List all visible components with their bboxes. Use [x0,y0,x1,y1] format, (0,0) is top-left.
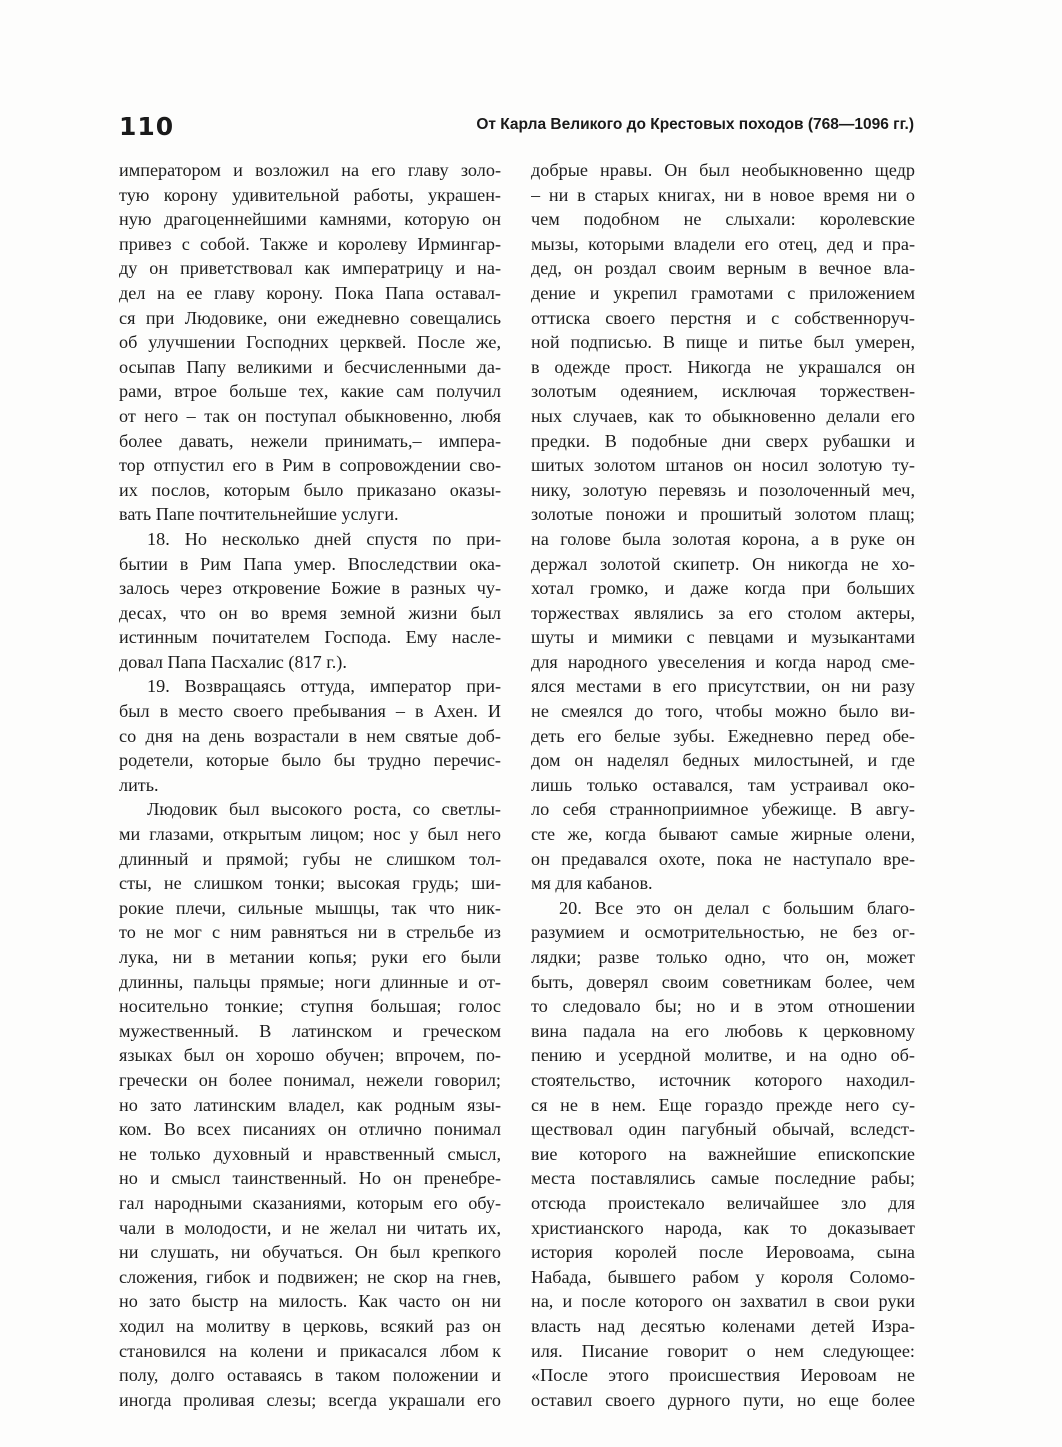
text-line: христианского народа, как то доказывает [531,1217,915,1238]
text-line: но зато быстр на милость. Как часто он ни [119,1291,501,1312]
text-line: не смеялся до того, чтобы можно было ви- [531,701,915,722]
text-line: торжествах являлись за его столом актеры, [531,602,915,623]
text-line: дение и укрепил грамотами с приложением [531,282,915,303]
text-line: места поставлялись самые последние рабы; [531,1168,915,1189]
text-line: рокие плечи, сильные мышцы, так что ник- [119,897,501,918]
text-line: ду он приветствовал как императрицу и на- [119,258,501,279]
text-line: не только духовный и нравственный смысл, [119,1143,501,1164]
text-line: вина падала на его любовь к церковному [531,1020,915,1041]
text-line: дед, он роздал своим верным в вечное вла- [531,258,915,279]
text-line: дел на ее главу корону. Пока Папа оставал- [119,282,501,303]
text-line: но зато латинским владел, как родным язы- [119,1094,501,1115]
text-line: тую корону удивительной работы, украшен- [119,184,501,205]
text-line: он предавался охоте, пока не наступало вре- [531,848,915,869]
text-line: пению и усердной молитве, и на одно об- [531,1045,915,1066]
text-line: золотые поножи и прошитый золотом плащ; [531,504,915,525]
text-line: ком. Во всех писаниях он отлично понимал [119,1119,501,1140]
text-line: залось через откровение Божие в разных чу- [119,578,501,599]
text-line: разумием и осмотрительностью, не без ог- [531,922,915,943]
text-line: ществовал один пагубный обычай, вследст- [531,1119,915,1140]
text-line: в одежде прост. Никогда не украшался он [531,356,915,377]
text-line: хотал громко, и даже когда при больших [531,578,915,599]
right-text-column [531,158,915,1412]
text-line: сложения, гибок и подвижен; не скор на гнев, [119,1266,501,1287]
text-line: императором и возложил на его главу золо- [119,160,501,180]
text-line: «После этого происшествия Иеровоам не [531,1365,915,1386]
text-line: дом он наделял бедных милостыней, и где [531,750,915,771]
text-line: 19. Возвращаясь оттуда, император при- [147,676,501,697]
text-line: – ни в старых книгах, ни в новое время ни о [531,184,915,205]
text-line: ни слушать, ни обучаться. Он был крепкого [119,1242,501,1263]
text-line: быть, доверял своим советникам более, чем [531,971,915,992]
text-line: со дня на день возрастали в нем святые доб- [119,725,501,746]
text-line: чали в молодости, и не желал ни читать их, [119,1217,501,1238]
text-line: ся не в нем. Еще гораздо прежде него су- [531,1094,915,1115]
text-line: гал народными сказаниями, которым его обу- [119,1192,501,1213]
text-line: иногда проливая слезы; всегда украшали его [119,1389,501,1410]
text-line: лишь только оставался, там устраивал око- [531,774,915,795]
text-line: то следовало бы; но и в этом отношении [531,996,915,1017]
text-line: полу, долго оставаясь в таком положении и [119,1365,501,1386]
text-line: лить. [119,774,159,795]
text-line: предки. В подобные дни сверх рубашки и [531,430,915,451]
text-line: рами, втрое больше тех, какие сам получил [119,381,501,402]
page-number: 110 [119,112,175,141]
text-line: власть над десятью коленами детей Изра- [531,1315,915,1336]
text-line: оставил своего дурного пути, но еще более [531,1389,915,1410]
text-line: сты, не слишком тонки; высокая грудь; ши- [119,873,501,894]
text-line: становился на колени и прикасался лбом к [119,1340,501,1361]
text-line: мя для кабанов. [531,873,653,894]
text-line: осыпав Папу великими и бесчисленными да- [119,356,501,377]
text-line: 18. Но несколько дней спустя по при- [147,528,501,549]
text-line: их послов, которым было приказано оказы- [119,479,501,500]
text-line: стоятельство, источник которого находил- [531,1069,915,1090]
text-line: ло себя странноприимное убежище. В авгу- [531,799,915,820]
text-line: Набада, бывшего рабом у короля Соломо- [531,1266,915,1287]
text-line: ялся местами в его присутствии, он ни разу [531,676,915,697]
text-line: оттиска своего перстня и с собственноруч- [531,307,915,328]
text-line: длинный и прямой; губы не слишком тол- [119,848,501,869]
text-line: на голове была золотая корона, а в руке он [531,528,915,549]
text-line: от него – так он поступал обыкновенно, любя [119,405,501,426]
text-line: ную драгоценнейшими камнями, которую он [119,209,501,230]
text-line: ми глазами, открытым лицом; нос у был него [119,824,501,845]
text-line: мызы, которыми владели его отец, дед и пра- [531,233,915,254]
text-line: лядки; разве только одно, что он, может [531,947,915,967]
text-line: добрые нравы. Он был необыкновенно щедр [531,160,915,180]
text-line: родетели, которые было бы трудно перечис- [119,750,501,771]
text-line: отсюда проистекало величайшее зло для [531,1192,915,1213]
text-line: история королей после Иеровоама, сына [531,1242,915,1263]
text-line: об улучшении Господних церквей. После же, [119,332,501,353]
text-line: десах, что он во время земной жизни был [119,602,501,623]
text-line: шитых золотом штанов он носил золотую ту- [531,455,915,476]
text-line: ной подписью. В пище и питье был умерен, [531,332,915,353]
text-line: вие которого на важнейшие епископские [531,1143,915,1164]
left-text-column [119,158,501,1412]
text-line: привез с собой. Также и королеву Ирмингар- [119,233,501,254]
text-line: на, и после которого он захватил в свои руки [531,1291,915,1312]
text-line: гречески он более понимал, нежели говорил; [119,1069,501,1090]
text-line: лука, ни в метании копья; руки его были [119,947,501,967]
text-line: деть его белые зубы. Ежедневно перед обе- [531,725,915,746]
text-line: носительно тонкие; ступня большая; голос [119,996,501,1017]
text-line: длинны, пальцы прямые; ноги длинные и от- [119,971,501,992]
text-line: мужественный. В латинском и греческом [119,1020,501,1041]
text-line: довал Папа Пасхалис (817 г.). [119,651,347,672]
text-line: золотым одеянием, исключая торжествен- [531,381,915,402]
text-line: был в место своего пребывания – в Ахен. И [119,701,501,722]
text-line: 20. Все это он делал с большим благо- [559,897,915,918]
text-line: более давать, нежели принимать,– импера- [119,430,501,451]
running-title: От Карла Великого до Крестовых походов (768—1096 гг.) [476,116,914,133]
text-line: вать Папе почтительнейшие услуги. [119,504,399,525]
text-line: то не мог с ним равняться ни в стрельбе из [119,922,501,943]
text-line: для народного увеселения и когда народ сме- [531,651,915,672]
text-line: нику, золотую перевязь и позолоченный меч, [531,479,915,500]
text-line: языках был он хорошо обучен; впрочем, по- [119,1045,501,1066]
text-line: ных случаев, как то обыкновенно делали его [531,405,915,426]
text-line: ся при Людовике, они ежедневно совещались [119,307,501,328]
text-line: иля. Писание говорит о нем следующее: [531,1340,915,1361]
text-line: сте же, когда бывают самые жирные олени, [531,824,915,845]
text-line: но и смысл таинственный. Но он пренебре- [119,1168,501,1189]
text-line: чем подобном не слыхали: королевские [531,209,915,230]
text-line: ходил на молитву в церковь, всякий раз он [119,1315,501,1336]
text-line: тор отпустил его в Рим в сопровождении сво- [119,455,501,476]
text-line: истинным почитателем Господа. Ему насле- [119,627,501,648]
text-line: бытии в Рим Папа умер. Впоследствии ока- [119,553,501,574]
text-line: держал золотой скипетр. Он никогда не хо- [531,553,915,574]
text-line: Людовик был высокого роста, со светлы- [147,799,501,820]
text-line: шуты и мимики с певцами и музыкантами [531,627,915,648]
